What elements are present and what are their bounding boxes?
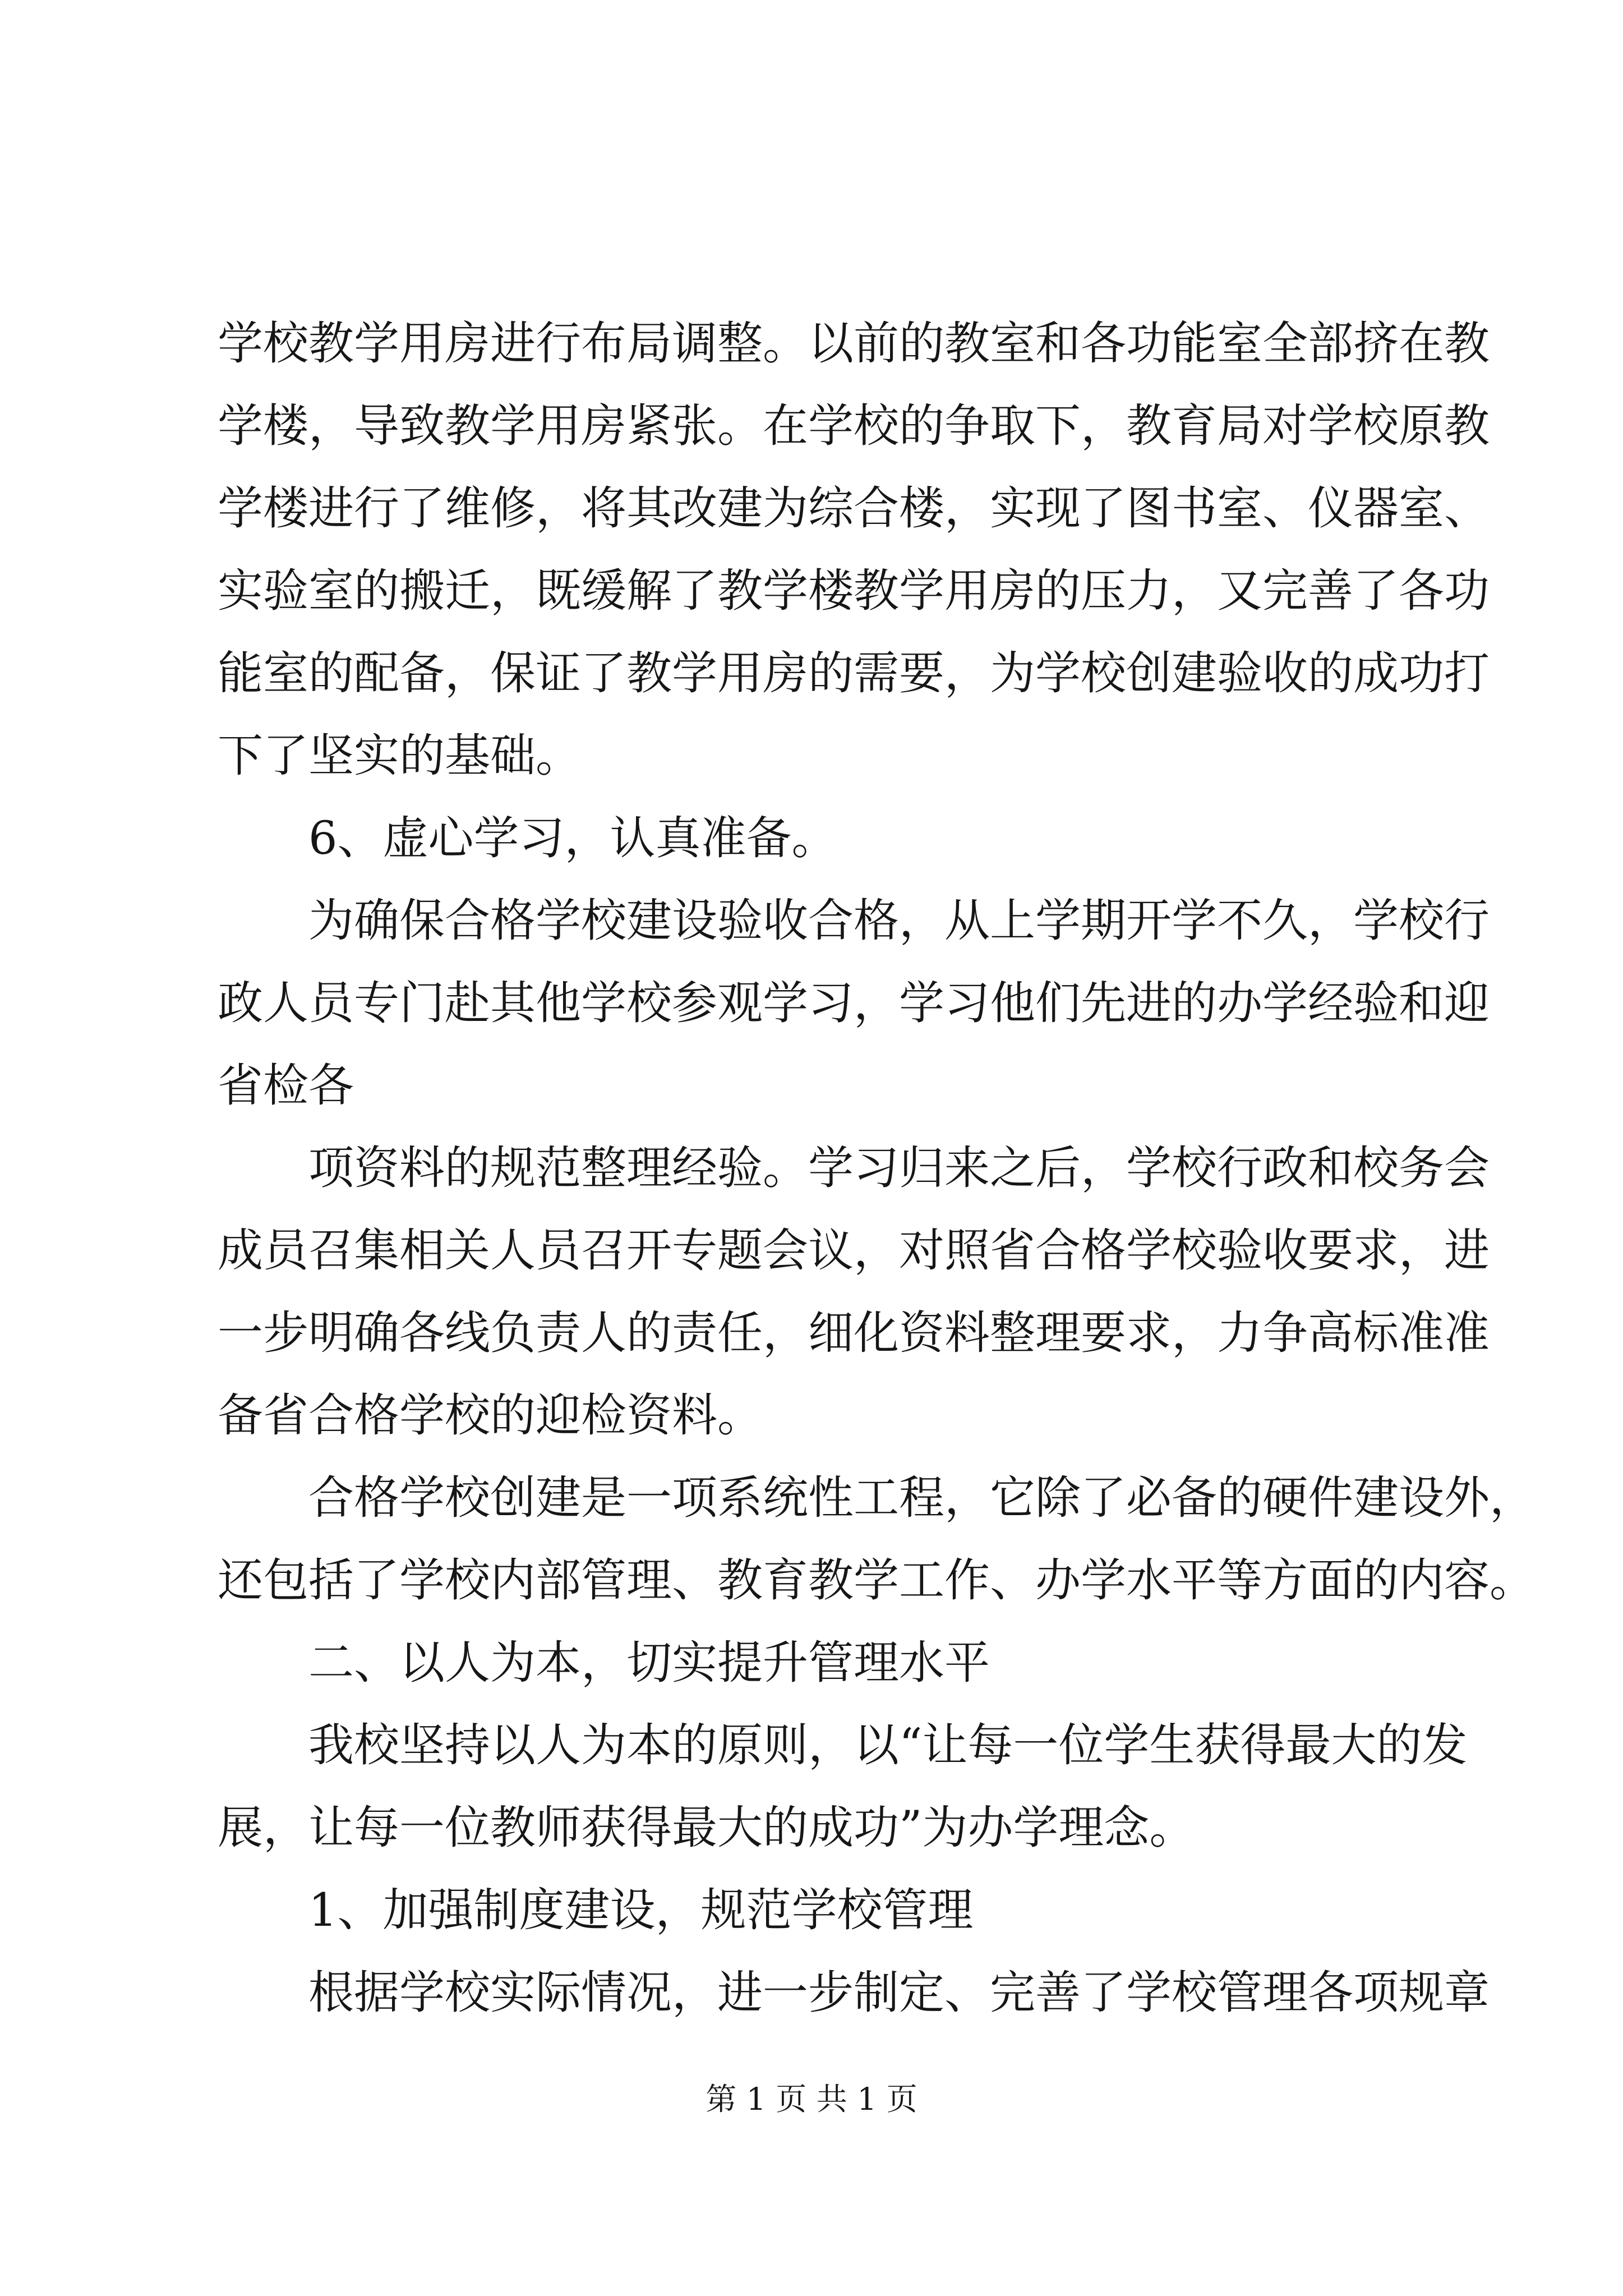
text-line: 学楼，导致教学用房紧张。在学校的争取下，教育局对学校原教 <box>218 400 1490 453</box>
text-line: 还包括了学校内部管理、教育教学工作、办学水平等方面的内容。 <box>218 1554 1536 1607</box>
section-heading: 二、以人为本，切实提升管理水平 <box>308 1637 990 1690</box>
text-line: 成员召集相关人员召开专题会议，对照省合格学校验收要求，进 <box>218 1225 1490 1277</box>
document-body <box>218 303 1536 2035</box>
text-line: 省检各 <box>218 1060 354 1112</box>
text-line: 学楼进行了维修，将其改建为综合楼，实现了图书室、仪器室、 <box>218 482 1490 535</box>
page-footer <box>0 2077 1623 2122</box>
paragraph-first-line: 合格学校创建是一项系统性工程，它除了必备的硬件建设外， <box>308 1472 1536 1525</box>
text-line: 展，让每一位教师获得最大的成功”为办学理念。 <box>218 1802 1195 1855</box>
text-line: 实验室的搬迁，既缓解了教学楼教学用房的压力，又完善了各功 <box>218 565 1490 618</box>
text-line: 备省合格学校的迎检资料。 <box>218 1389 763 1442</box>
paragraph-first-line: 根据学校实际情况，进一步制定、完善了学校管理各项规章 <box>308 1967 1490 2019</box>
text-line: 一步明确各线负责人的责任，细化资料整理要求，力争高标准准 <box>218 1307 1490 1360</box>
text-line: 学校教学用房进行布局调整。以前的教室和各功能室全部挤在教 <box>218 318 1490 370</box>
text-line: 能室的配备，保证了教学用房的需要，为学校创建验收的成功打 <box>218 647 1490 700</box>
paragraph-first-line: 项资料的规范整理经验。学习归来之后，学校行政和校务会 <box>308 1142 1490 1195</box>
paragraph-first-line: 为确保合格学校建设验收合格，从上学期开学不久，学校行 <box>308 895 1490 947</box>
section-heading: 1、加强制度建设，规范学校管理 <box>308 1884 974 1937</box>
text-line: 下了坚实的基础。 <box>218 730 582 783</box>
paragraph-first-line: 我校坚持以人为本的原则，以“让每一位学生获得最大的发 <box>308 1719 1468 1772</box>
section-heading: 6、虚心学习，认真准备。 <box>308 812 837 865</box>
page-number: 第 1 页 共 1 页 <box>706 2081 917 2117</box>
text-line: 政人员专门赴其他学校参观学习，学习他们先进的办学经验和迎 <box>218 977 1490 1030</box>
